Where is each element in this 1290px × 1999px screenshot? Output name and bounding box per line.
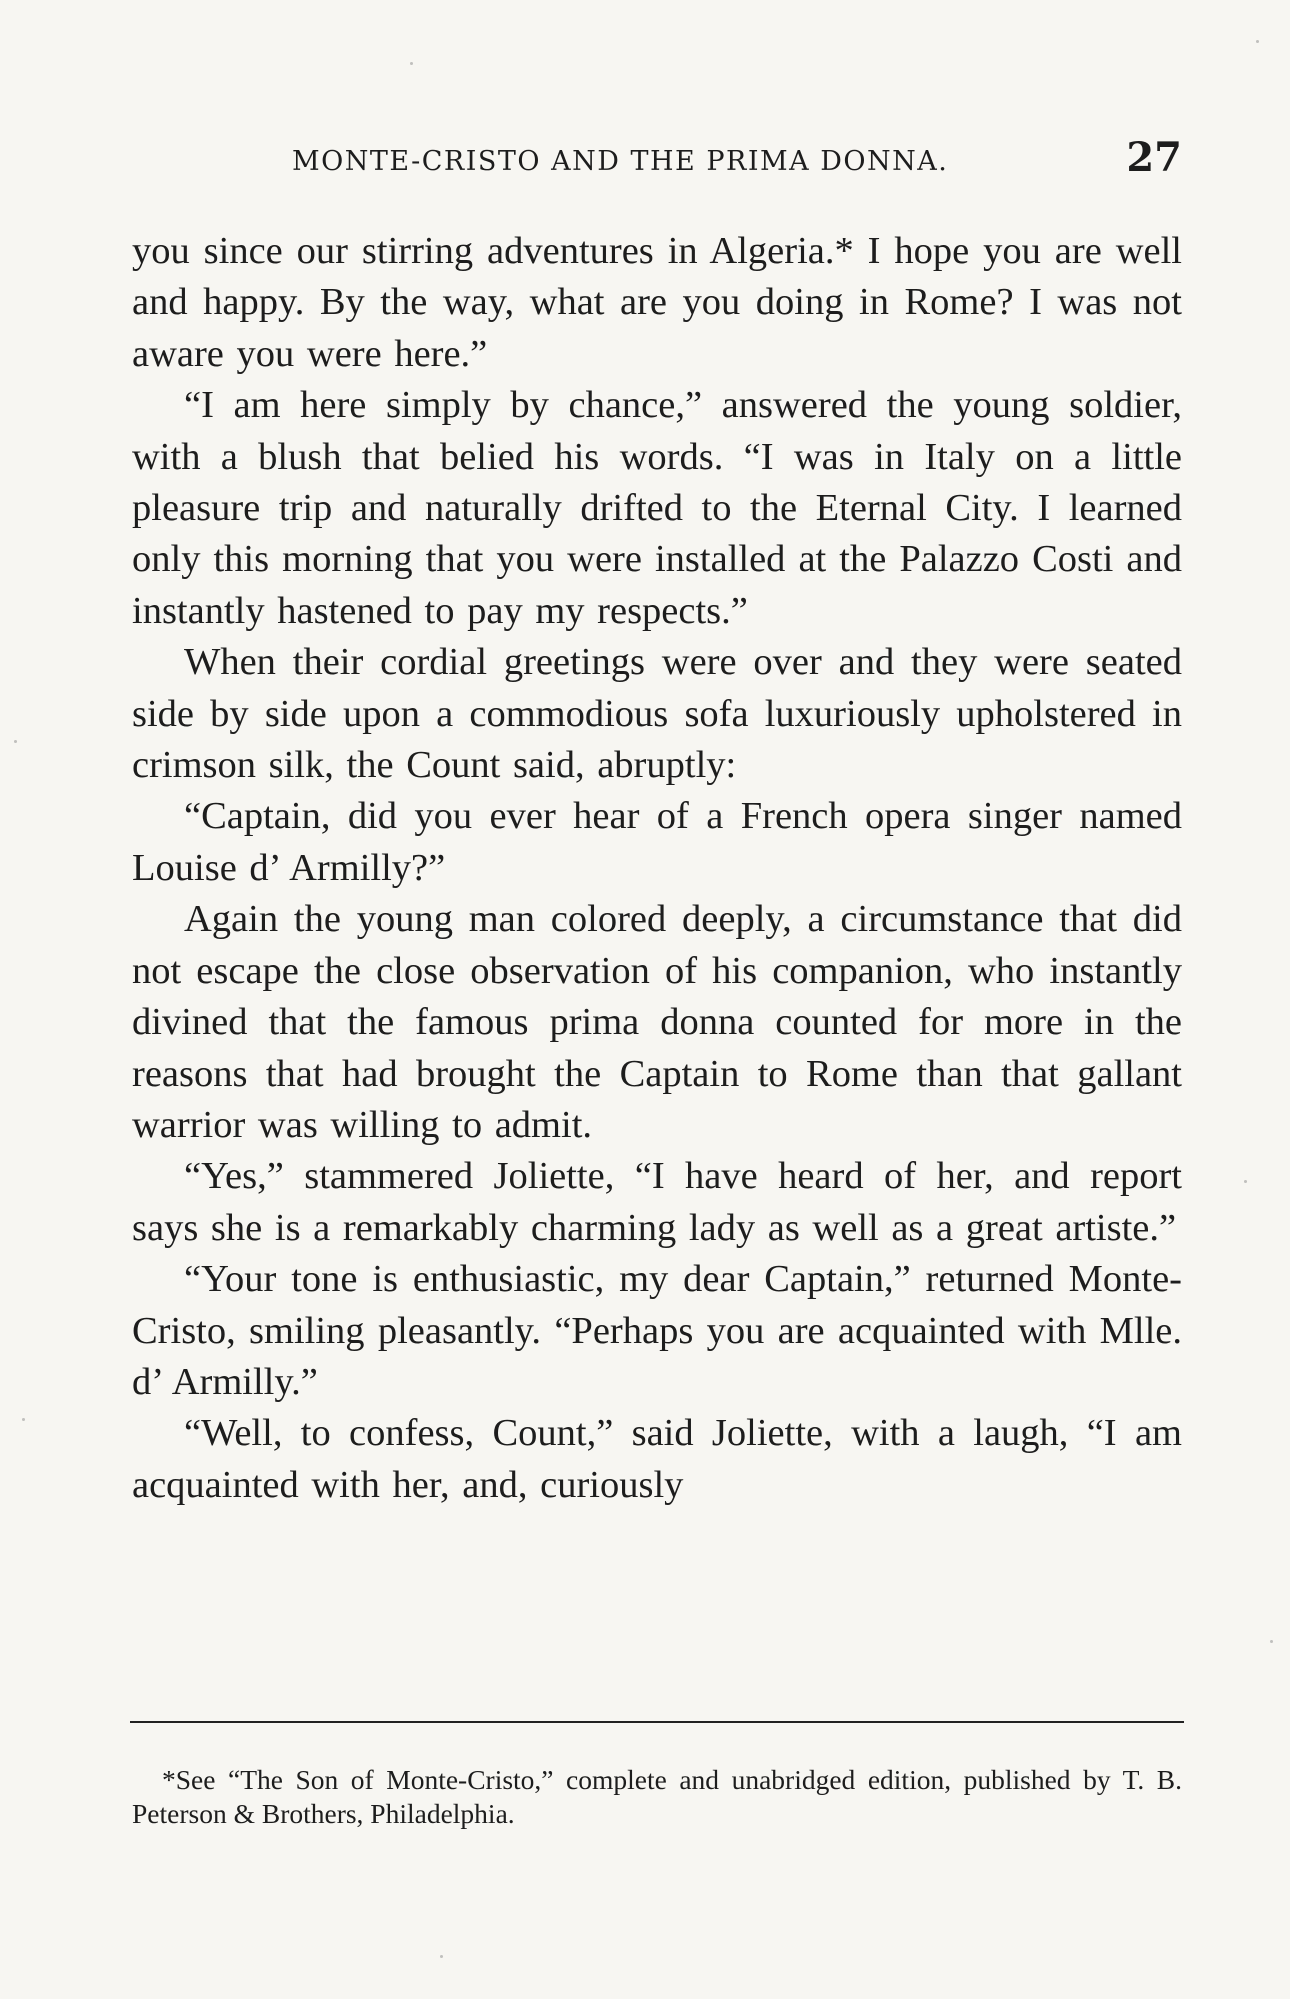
paragraph: “Your tone is enthusiastic, my dear Captain,” returned Monte-Cristo, smiling pleasantly. “Perhaps you are acquainted with Mlle. d’ Armilly.”	[132, 1258, 1182, 1403]
paper-speck	[14, 740, 17, 743]
running-title: MONTE-CRISTO AND THE PRIMA DONNA.	[292, 146, 949, 177]
page-number: 27	[1126, 134, 1182, 181]
paper-speck	[22, 1418, 25, 1421]
paper-speck	[410, 62, 413, 65]
body-text	[132, 226, 1182, 1511]
paragraph: Again the young man colored deeply, a circumstance that did not escape the close observation of his companion, who instantly divined that the famous prima donna counted for more in the reasons that had brought the Captain to Rome than that gallant warrior was willing to admit.	[132, 898, 1182, 1146]
paper-speck	[440, 1955, 443, 1958]
footnote: *See “The Son of Monte-Cristo,” complete and unabridged edition, published by T. B. Peterson & Brothers, Philadelphia.	[132, 1764, 1182, 1829]
paragraph: you since our stirring adventures in Algeria.* I hope you are well and happy. By the way, what are you doing in Rome? I was not aware you were here.”	[132, 230, 1182, 375]
paragraph: “Captain, did you ever hear of a French opera singer named Louise d’ Armilly?”	[132, 795, 1182, 889]
running-header	[132, 134, 1182, 184]
paper-speck	[1270, 1640, 1273, 1643]
paragraph: “Well, to confess, Count,” said Joliette, with a laugh, “I am acquainted with her, and, curiously	[132, 1412, 1182, 1506]
paper-speck	[1244, 1180, 1247, 1183]
paragraph: “Yes,” stammered Joliette, “I have heard of her, and report says she is a remarkably charming lady as well as a great artiste.”	[132, 1155, 1182, 1249]
paragraph: When their cordial greetings were over and they were seated side by side upon a commodious sofa luxuriously upholstered in crimson silk, the Count said, abruptly:	[132, 641, 1182, 787]
paragraph: “I am here simply by chance,” answered the young soldier, with a blush that belied his words. “I was in Italy on a little pleasure trip and naturally drifted to the Eternal City. I learned only this morning that you were installed at the Palazzo Costi and instantly hastened to pay my respects.”	[132, 384, 1182, 632]
footnote-divider	[130, 1721, 1184, 1723]
paper-speck	[1256, 40, 1259, 43]
